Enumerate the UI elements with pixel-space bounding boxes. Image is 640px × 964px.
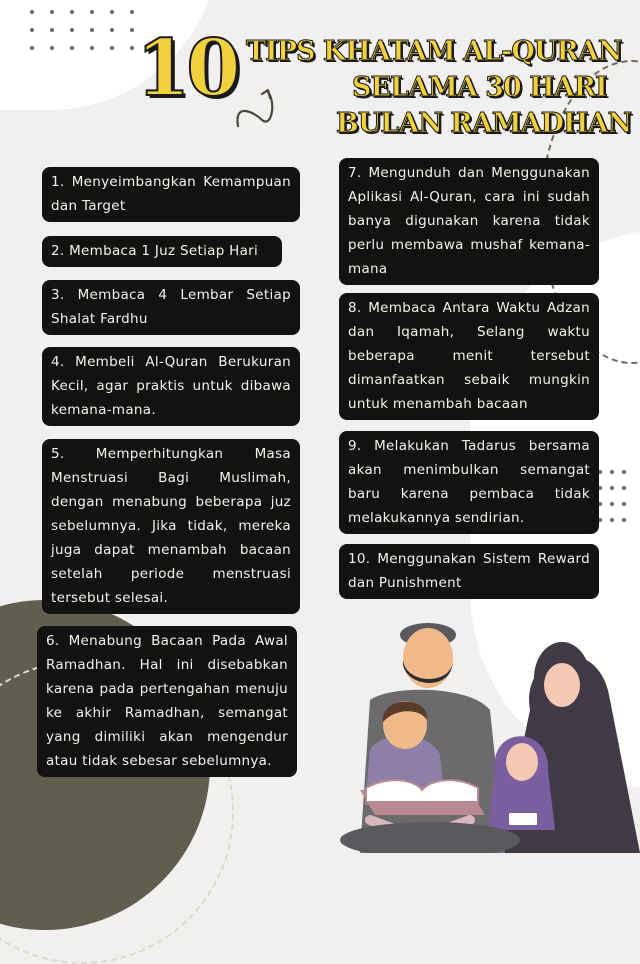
tip-card-3: 3. Membaca 4 Lembar Setiap Shalat Fardhu [42, 280, 300, 335]
curved-arrow-icon [232, 82, 280, 132]
dot-grid-decoration [30, 10, 134, 50]
tip-card-8: 8. Membaca Antara Waktu Adzan dan Iqamah, Selang waktu beberapa menit tersebut dimanfaatkan sebaik mungkin untuk menambah bacaan [339, 293, 599, 420]
tip-card-4: 4. Membeli Al-Quran Berukuran Kecil, agar praktis untuk dibawa kemana-mana. [42, 347, 300, 426]
tip-card-2: 2. Membaca 1 Juz Setiap Hari [42, 236, 282, 267]
family-reading-illustration [300, 590, 640, 853]
title-line-1: TIPS KHATAM AL-QURAN [246, 36, 622, 67]
tip-card-7: 7. Mengunduh dan Menggunakan Aplikasi Al-Quran, cara ini sudah banya digunakan karena tidak perlu membawa mushaf kemana-mana [339, 158, 599, 285]
tip-card-5: 5. Memperhitungkan Masa Menstruasi Bagi Muslimah, dengan menabung beberapa juz sebelumnya. Jika tidak, mereka juga dapat menambah bacaan setelah periode menstruasi tersebut selesai. [42, 439, 300, 614]
tip-card-1: 1. Menyeimbangkan Kemampuan dan Target [42, 167, 300, 222]
title-line-3: BULAN RAMADHAN [336, 108, 632, 139]
dot-grid-decoration [598, 470, 626, 522]
title-line-2: SELAMA 30 HARI [352, 72, 607, 103]
tip-card-9: 9. Melakukan Tadarus bersama akan menimbulkan semangat baru karena pembaca tidak melakukannya sendirian. [339, 431, 599, 534]
title-number: 10 [136, 23, 237, 114]
tip-card-6: 6. Menabung Bacaan Pada Awal Ramadhan. Hal ini disebabkan karena pada pertengahan menuju ke akhir Ramadhan, semangat yang dimiliki akan mengendur atau tidak sebesar sebelumnya. [37, 626, 297, 777]
tip-card-10: 10. Menggunakan Sistem Reward dan Punishment [339, 544, 599, 599]
